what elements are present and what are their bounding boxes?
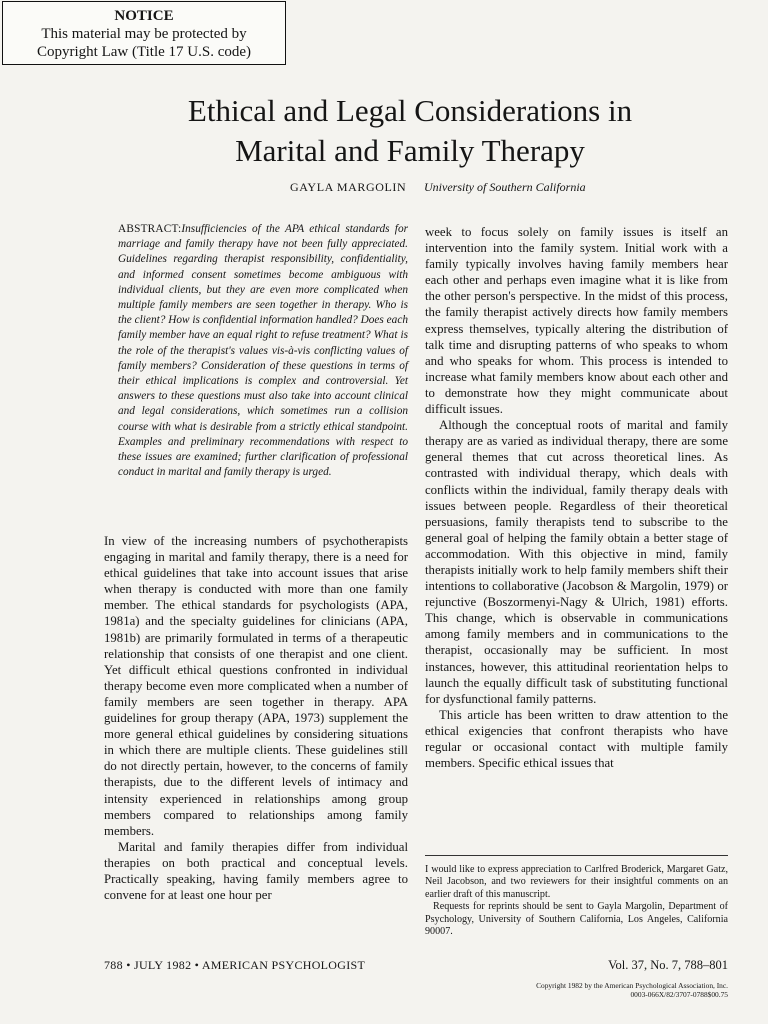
notice-line-2: Copyright Law (Title 17 U.S. code) — [36, 44, 251, 60]
abstract-text: Insufficiencies of the APA ethical standards for marriage and family therapy have not been fully appreciated. Guidelines regarding therapist responsibility, confidentiality, and informed consent sometimes become ambiguous with individual clients, but they are even more complicated when multiple family members are seen together in therapy. Who is the client? How is confidential information handled? Does each family member have an equal right to refuse treatment? What is the role of the therapist's values vis-à-vis conflicting values of family members? Consideration of these questions in terms of their ethical implications is complex and controversial. Yet answers to these questions must also take into account clinical and legal considerations, which sometimes run a collision course with what is desirable from a strictly ethical standpoint. Examples and preliminary recommendations with respect to these issues are examined; further clarification of professional conduct in marital and family therapy is urged. — [118, 223, 408, 479]
notice-line-1: This material may be protected by — [41, 26, 247, 42]
footnote-reprint-request: Requests for reprints should be sent to Gayla Margolin, Department of Psychology, University of Southern California, Los Angeles, California 90007. — [425, 901, 728, 938]
body-paragraph: Marital and family therapies differ from individual therapies on both practical and conceptual levels. Practically speaking, having family members agree to convene for at least one hour per — [104, 839, 408, 903]
left-column-body — [104, 533, 408, 903]
author-affiliation: University of Southern California — [424, 180, 586, 194]
body-paragraph: week to focus solely on family issues is itself an intervention into the family system. Initial work with a family typically involves having family members hear each other and perhaps even imagine what it is like from the other person's perspective. In the midst of this process, the family therapist actively directs how family members express themselves, typically altering the distribution of talk time and disrupting patterns of who speaks to whom and who speaks for whom. This process is intended to increase what family members know about each other and to demonstrate how they might communicate about difficult issues. — [425, 225, 728, 417]
article-title — [100, 91, 720, 171]
body-paragraph: Although the conceptual roots of marital and family therapy are as varied as individual therapy, there are some general themes that cut across theoretical lines. As contrasted with individual therapy, which deals with conflicts within the individual, family therapy deals with issues between people. Regardless of their theoretical persuasions, family therapists tend to subscribe to the general goal of helping the family obtain a better stage of accommodation. With this objective in mind, family therapists initially work to help family members shift their intentions to collaborative (Jacobson & Margolin, 1979) or rejunctive (Boszormenyi-Nagy & Ulrich, 1981) efforts. This change, which is observable in communications among family members and in communications to the therapist, occasionally may be sufficient. In most instances, however, this attitudinal reorientation helps to launch the equally difficult task of substituting functional for dysfunctional family patterns. — [425, 418, 728, 706]
notice-heading: NOTICE — [114, 8, 174, 24]
right-column-body — [425, 224, 728, 771]
abstract — [118, 222, 408, 480]
page-footer-citation: 788 • JULY 1982 • AMERICAN PSYCHOLOGIST — [104, 958, 366, 972]
copyright-notice-box — [2, 1, 286, 65]
author-name: GAYLA MARGOLIN — [290, 180, 407, 194]
copyright-line-2: 0003-066X/82/3707-0788$00.75 — [630, 990, 728, 999]
body-paragraph: This article has been written to draw attention to the ethical exigencies that confront therapists who have regular or occasional contact with multiple family members. Specific ethical issues that — [425, 707, 728, 771]
abstract-label: ABSTRACT: — [118, 223, 182, 235]
body-paragraph: In view of the increasing numbers of psychotherapists engaging in marital and family therapy, there is a need for ethical guidelines that take into account issues that arise when therapy is conducted with more than one family member. The ethical standards for psychologists (APA, 1981a) and the specialty guidelines for clinicians (APA, 1981b) are primarily formulated in terms of a therapeutic relationship that consists of one therapist and one client. Yet difficult ethical questions confronted in individual therapy become even more complicated when a number of family members are seen together in therapy. APA guidelines for group therapy (APA, 1973) supplement the more general ethical guidelines by considering situations in which there are multiple clients. These guidelines still do not directly pertain, however, to the concerns of family therapists, due to the different levels of intimacy and intensity experienced in relationships among group members compared to relationships among family members. — [104, 534, 408, 838]
footnote-divider — [425, 855, 728, 856]
title-line-1: Ethical and Legal Considerations in — [187, 92, 633, 128]
title-line-2: Marital and Family Therapy — [235, 132, 585, 168]
footnote — [425, 864, 728, 938]
volume-info: Vol. 37, No. 7, 788–801 — [608, 958, 728, 972]
footnote-acknowledgment: I would like to express appreciation to Carlfred Broderick, Margaret Gatz, Neil Jacobson, and two reviewers for their insightful comments on an earlier draft of this manuscript. — [425, 864, 728, 900]
copyright-line-1: Copyright 1982 by the American Psychological Association, Inc. — [536, 981, 728, 990]
copyright-line — [428, 981, 728, 999]
